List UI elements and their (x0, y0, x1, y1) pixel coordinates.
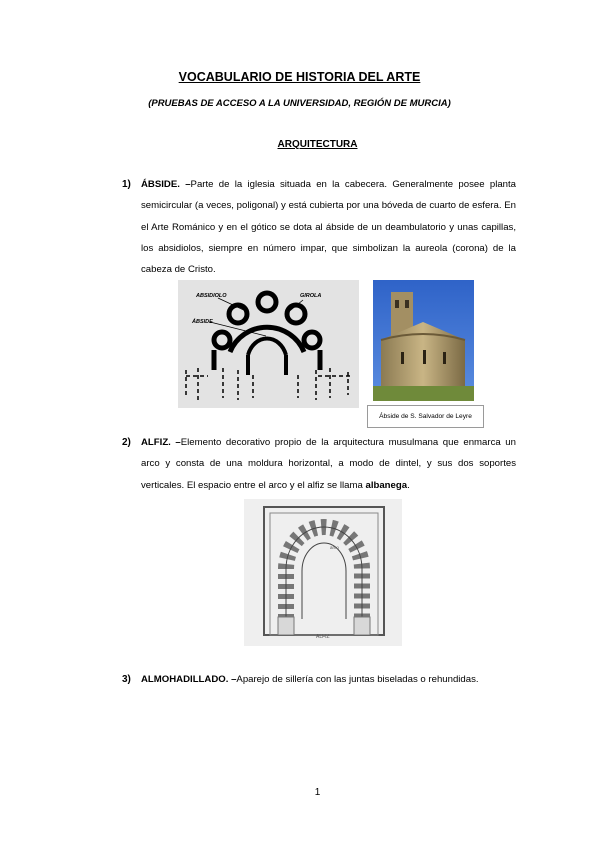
alfiz-drawing (244, 499, 402, 646)
entry-term: ALFIZ. (141, 437, 171, 448)
page-number: 1 (314, 787, 321, 798)
entry-text: Aparejo de sillería con las juntas biseladas o rehundidas. (236, 674, 479, 685)
entry-bold-term: albanega (365, 479, 408, 491)
photo-caption: Ábside de S. Salvador de Leyre (367, 405, 484, 428)
entry-separator: – (170, 437, 181, 448)
apse-plan-drawing (178, 280, 359, 408)
label-absidiolo: ABSIDIOLO (196, 293, 227, 299)
document-subtitle: (PRUEBAS DE ACCESO A LA UNIVERSIDAD, REGIÓN DE MURCIA) (148, 98, 451, 109)
apse-plan-figure (178, 280, 359, 408)
label-girola: GIROLA (300, 293, 322, 299)
entry-term: ALMOHADILLADO. (141, 674, 229, 685)
entry-separator: – (228, 674, 237, 685)
entry-number: 2) (122, 437, 131, 448)
entry-text: Elemento decorativo propio de la arquitectura musulmana que enmarca un arco y consta de una moldura horizontal, a modo de dintel, y sus dos soportes verticales. El espacio entre el arco y el alfiz se llama (141, 437, 516, 491)
entry-end: . (407, 479, 410, 491)
label-abside: ÁBSIDE (192, 319, 213, 325)
label-arco: arco (330, 545, 339, 550)
section-heading: ARQUITECTURA (277, 139, 358, 150)
entry-separator: . – (177, 179, 191, 190)
document-title: VOCABULARIO DE HISTORIA DEL ARTE (178, 70, 421, 84)
entry-number: 1) (122, 179, 131, 190)
apse-photo (373, 280, 474, 401)
alfiz-figure (244, 499, 402, 646)
entry-abside (141, 174, 516, 280)
entry-text: Parte de la iglesia situada en la cabecera. Generalmente posee planta semicircular (a veces, poligonal) y está cubierta por una bóveda de cuarto de esfera. En el Arte Románico y en el gótico se dota al ábside de un deambulatorio y unas capillas, los absidiolos, siempre en número impar, que simbolizan la aureola (corona) de la cabeza de Cristo. (141, 179, 516, 276)
apse-photo-drawing (373, 280, 474, 401)
entry-number: 3) (122, 674, 131, 685)
label-alfiz: ALFIZ (316, 634, 330, 640)
entry-alfiz (141, 432, 516, 496)
entry-almohadillado (141, 669, 516, 690)
entry-term: ÁBSIDE (141, 179, 178, 190)
